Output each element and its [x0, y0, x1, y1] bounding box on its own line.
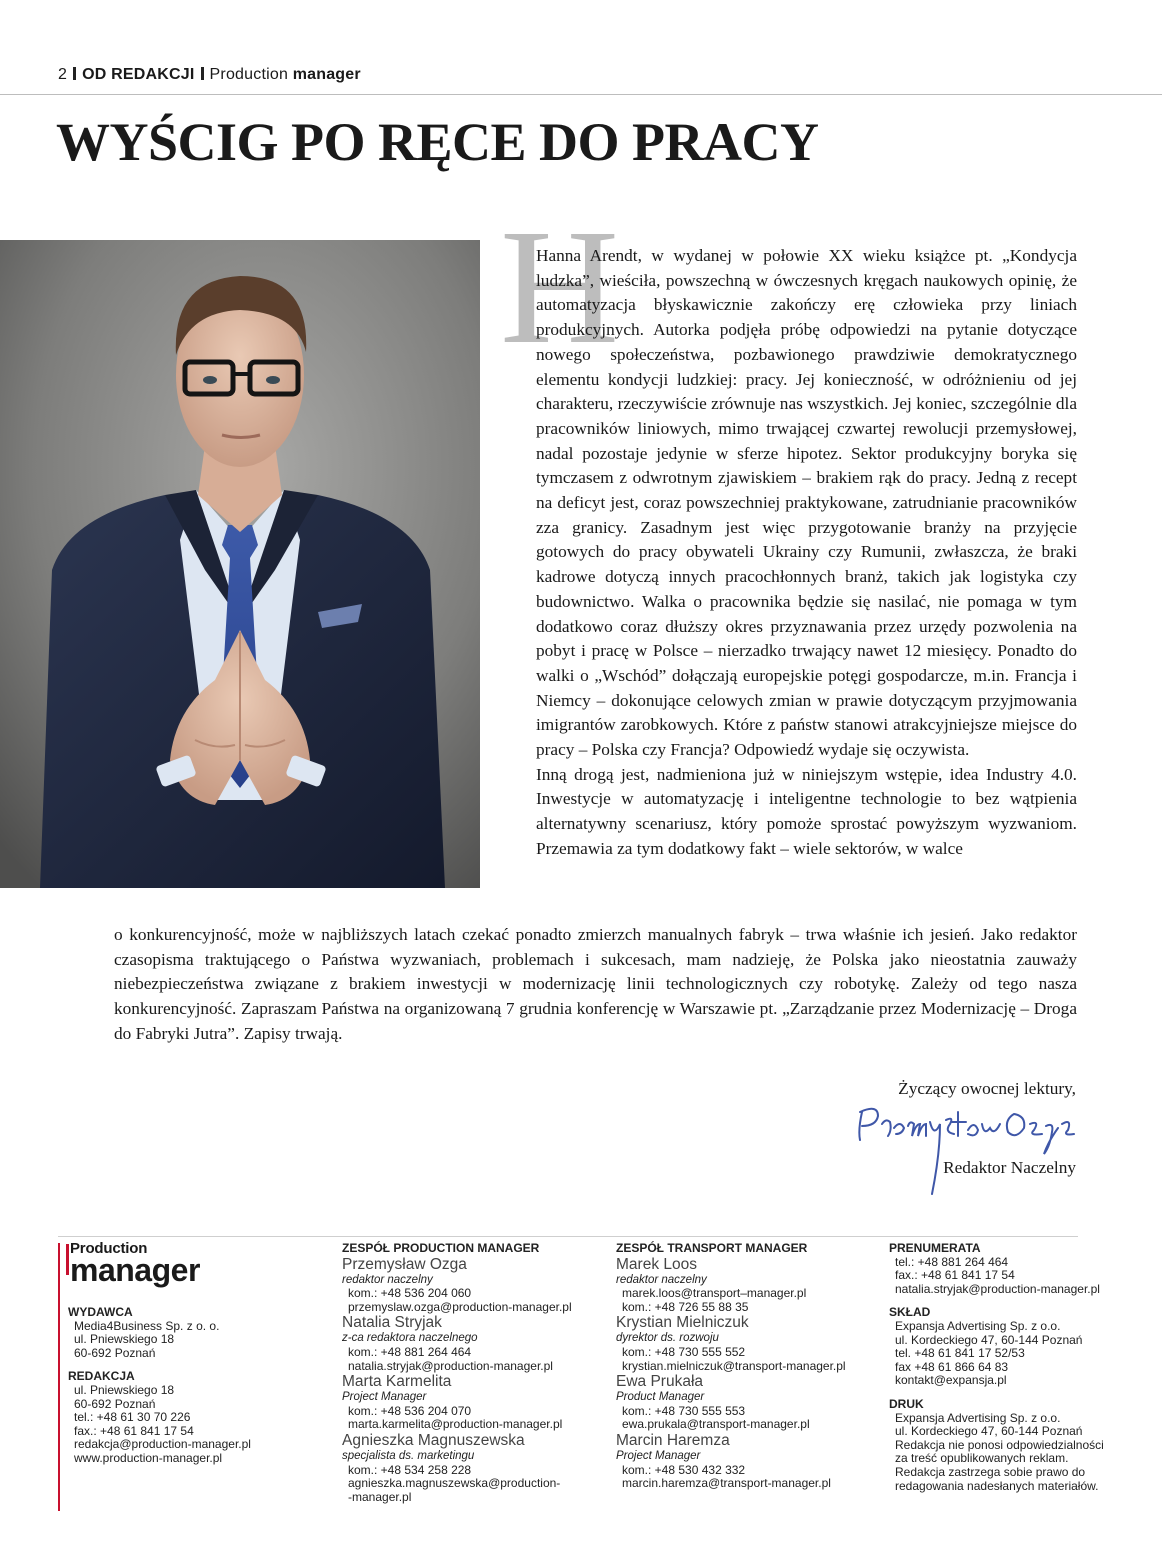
header-divider: [201, 67, 204, 80]
editor-portrait-photo: [0, 240, 480, 888]
page-number: 2: [58, 66, 68, 83]
person-role: Product Manager: [616, 1391, 705, 1404]
logo-bottom-text: manager: [70, 1252, 200, 1288]
person-phone: kom.: +48 730 555 552: [622, 1344, 746, 1359]
team-pm-block: [342, 1242, 602, 1504]
signature-role: Redaktor Naczelny: [943, 1158, 1076, 1177]
print-line: ul. Kordeckiego 47, 60-144 Poznań: [895, 1424, 1083, 1439]
publisher-block: [68, 1306, 308, 1466]
person-email-link-cont[interactable]: -manager.pl: [348, 1489, 412, 1504]
header-rule: [0, 94, 1162, 95]
typesetting-line: Expansja Advertising Sp. z o.o.: [895, 1318, 1061, 1333]
person-email-link[interactable]: marcin.haremza@transport-manager.pl: [622, 1476, 831, 1491]
person-name: Przemysław Ozga: [342, 1255, 467, 1273]
publisher-line: ul. Pniewskiego 18: [74, 1332, 175, 1347]
article-paragraph: Inną drogą jest, nadmieniona już w niniejszym wstępie, idea Industry 4.0. Inwestycje w automatyzację i inteligentne technologie to bez wątpienia alternatywny scenariusz, który pomoże sprostać powyższym wyzwaniom. Przemawia za tym dodatkowy fakt – wiele sektorów, w walce: [536, 764, 1077, 858]
typesetting-line: fax +48 61 866 64 83: [895, 1359, 1009, 1374]
typesetting-line: ul. Kordeckiego 47, 60-144 Poznań: [895, 1332, 1083, 1347]
person-name: Krystian Mielniczuk: [616, 1314, 749, 1332]
person-phone: kom.: +48 730 555 553: [622, 1403, 746, 1418]
person-name: Ewa Prukała: [616, 1373, 704, 1391]
typesetting-email-link[interactable]: kontakt@expansja.pl: [895, 1373, 1007, 1388]
team-tm-heading: ZESPÓŁ TRANSPORT MANAGER: [616, 1241, 808, 1255]
typesetting-line: tel. +48 61 841 17 52/53: [895, 1346, 1025, 1361]
person-phone: kom.: +48 536 204 070: [348, 1403, 472, 1418]
header-divider: [73, 67, 76, 80]
editorial-line: fax.: +48 61 841 17 54: [74, 1423, 194, 1438]
footer-rule: [58, 1236, 1078, 1237]
print-line: Redakcja nie ponosi odpowiedzialności: [895, 1437, 1104, 1452]
person-role: z-ca redaktora naczelnego: [342, 1332, 478, 1345]
person-phone: kom.: +48 530 432 332: [622, 1462, 746, 1477]
closing-line: Życzący owocnej lektury,: [898, 1079, 1076, 1098]
magazine-name-light: Production: [209, 66, 289, 83]
person-email-link[interactable]: krystian.mielniczuk@transport-manager.pl: [622, 1358, 846, 1373]
person-phone: kom.: +48 726 55 88 35: [622, 1299, 749, 1314]
article-paragraph: Hanna Arendt, w wydanej w połowie XX wieku książce pt. „Kondycja ludzka”, wieściła, powszechną w ówczesnych kręgach naukowych opinię, że automatyzacja błyskawicznie zakończy erę człowieka przy liniach produkcyjnych. Autorka podjęła próbę odpowiedzi na pytanie dotyczące nowego społeczeństwa, pozbawionego prawdziwie demokratycznego elementu kondycji ludzkiej: pracy. Jej konieczność, w odróżnieniu od jej charakteru, rzeczywiście zrównuje nas wszystkich. Jej koniec, szczególnie dla pracowników liniowych, mimo trwającej czwartej rewolucji przemysłowej, nadal pozostaje jedynie w sferze hipotez. Sektor produkcyjny boryka się tymczasem z odwrotnym zjawiskiem – brakiem rąk do pracy. Jedną z recept na deficyt jest, coraz powszechniej praktykowane, zatrudnianie pracowników zza granicy. Zasadnym jest więc przygotowanie branży na przyjęcie gotowych do pracy obywateli Ukrainy czy Rumunii, zwłaszcza, że braki kadrowe dotyczą innych pracochłonnych branż, takich jak logistyka czy budownictwo. Walka o pracownika będzie się nasilać, nie pomaga w tym dodatkowo coraz dłuższy okres przyznawania przez urzędy pozwolenia na pobyt i pracę w Polsce – nierzadko trwający nawet 12 miesięcy. Ponadto do walki o „Wschód” dołączają europejskie potęgi gospodarcze, m.in. Francja i Niemcy – dokonujące celowych zmian w prawie dotyczącym przyjmowania imigrantów zarobkowych. Które z państw stanowi atrakcyjniejsze miejsce do pracy – Polska czy Francja? Odpowiedź wydaje się oczywista.: [536, 246, 1077, 760]
team-tm-block: [616, 1242, 878, 1491]
editorial-heading: REDAKCJA: [68, 1369, 135, 1384]
logo-accent: [66, 1244, 69, 1275]
article-title: WYŚCIG PO RĘCE DO PRACY: [56, 112, 819, 172]
section-label: OD REDAKCJI: [82, 66, 195, 83]
logo-top-text: Production: [70, 1240, 148, 1257]
person-name: Marek Loos: [616, 1255, 697, 1273]
person-role: specjalista ds. marketingu: [342, 1449, 475, 1462]
magazine-name-bold: manager: [292, 66, 361, 83]
person-email-link[interactable]: agnieszka.magnuszewska@production-: [348, 1476, 561, 1491]
services-block: [889, 1242, 1129, 1493]
publisher-line: Media4Business Sp. z o. o.: [74, 1318, 220, 1333]
person-name: Natalia Stryjak: [342, 1314, 442, 1332]
person-name: Marcin Haremza: [616, 1431, 730, 1449]
handwritten-signature: [848, 1094, 1080, 1204]
person-email-link[interactable]: przemyslaw.ozga@production-manager.pl: [348, 1299, 572, 1314]
publisher-line: 60-692 Poznań: [74, 1345, 156, 1360]
person-role: dyrektor ds. rozwoju: [616, 1332, 719, 1345]
person-email-link[interactable]: natalia.stryjak@production-manager.pl: [348, 1358, 553, 1373]
article-body-wide: [114, 923, 1077, 1047]
publisher-heading: WYDAWCA: [68, 1305, 133, 1319]
subscription-email-link[interactable]: natalia.stryjak@production-manager.pl: [895, 1281, 1100, 1296]
person-email-link[interactable]: ewa.prukala@transport-manager.pl: [622, 1417, 810, 1432]
article-paragraph: o konkurencyjność, może w najbliższych latach czekać ponadto zmierzch manualnych fabryk – trwa właśnie ich jesień. Jako redaktor czasopisma traktującego o Państwa wyzwaniach, problemach i sukcesach, mam nadzieję, że Polska jako nieostatnia zauważy niebezpieczeństwa związane z brakiem inwestycji w modernizację linii technologicznych czy robotykę. Zależy od tego nasza konkurencyjność. Zapraszam Państwa na organizowaną 7 grudnia konferencję w Warszawie pt. „Zarządzanie przez Modernizację – Droga do Fabryki Jutra”. Zapisy trwają.: [114, 925, 1077, 1043]
person-phone: kom.: +48 534 258 228: [348, 1462, 472, 1477]
print-line: Expansja Advertising Sp. z o.o.: [895, 1410, 1061, 1425]
person-email-link[interactable]: marek.loos@transport–manager.pl: [622, 1286, 807, 1301]
editorial-line: tel.: +48 61 30 70 226: [74, 1410, 191, 1425]
person-name: Agnieszka Magnuszewska: [342, 1431, 525, 1449]
person-phone: kom.: +48 881 264 464: [348, 1344, 472, 1359]
subscription-line: fax.: +48 61 841 17 54: [895, 1268, 1015, 1283]
subscription-line: tel.: +48 881 264 464: [895, 1254, 1009, 1269]
subscription-heading: PRENUMERATA: [889, 1241, 981, 1255]
team-pm-heading: ZESPÓŁ PRODUCTION MANAGER: [342, 1241, 540, 1255]
person-role: redaktor naczelny: [342, 1273, 433, 1286]
print-heading: DRUK: [889, 1396, 924, 1411]
print-line: Redakcja zastrzega sobie prawo do: [895, 1464, 1086, 1479]
running-header: [58, 66, 361, 84]
person-phone: kom.: +48 536 204 060: [348, 1286, 472, 1301]
editorial-email-link[interactable]: redakcja@production-manager.pl: [74, 1437, 251, 1452]
editorial-line: ul. Pniewskiego 18: [74, 1382, 175, 1397]
person-role: Project Manager: [342, 1391, 427, 1404]
drop-cap: H: [500, 195, 620, 378]
article-body-narrow: [536, 244, 1077, 862]
person-role: redaktor naczelny: [616, 1273, 707, 1286]
editorial-line: 60-692 Poznań: [74, 1396, 156, 1411]
print-line: redagowania nadesłanych materiałów.: [895, 1478, 1099, 1493]
print-line: za treść opublikowanych reklam.: [895, 1451, 1069, 1466]
person-role: Project Manager: [616, 1449, 701, 1462]
typesetting-heading: SKŁAD: [889, 1305, 931, 1320]
footer-accent-bar: [58, 1243, 60, 1511]
person-name: Marta Karmelita: [342, 1373, 452, 1391]
editorial-website-link[interactable]: www.production-manager.pl: [74, 1450, 223, 1465]
person-email-link[interactable]: marta.karmelita@production-manager.pl: [348, 1417, 563, 1432]
magazine-logo: [70, 1241, 200, 1286]
